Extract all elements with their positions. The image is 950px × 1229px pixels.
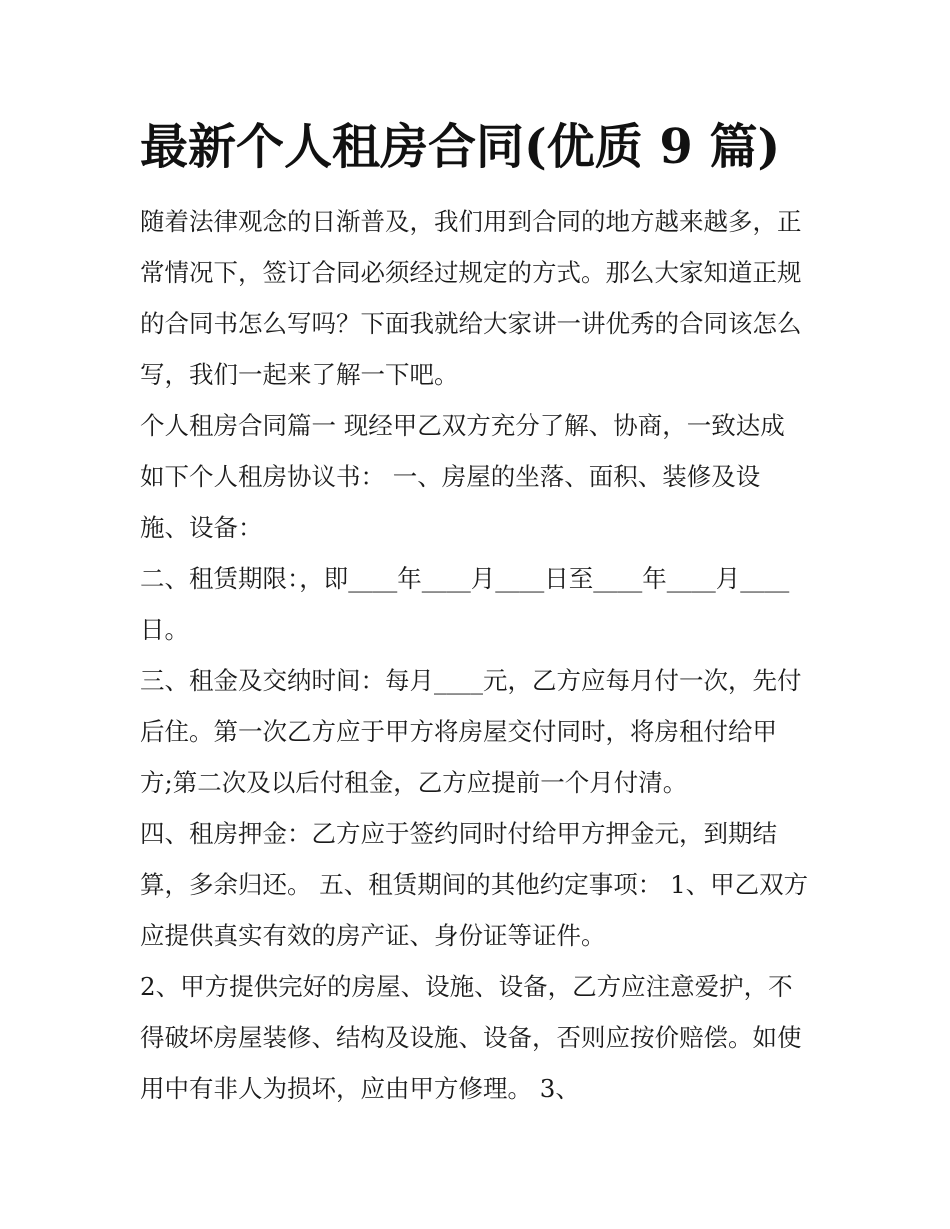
paragraph-contract-opening	[140, 400, 812, 553]
paragraph-line: 四、租房押金：乙方应于签约同时付给甲方押金元，到期结	[140, 819, 777, 848]
paragraph-line: 用中有非人为损坏，应由甲方修理。 3、	[140, 1074, 580, 1103]
paragraph-line: 二、租赁期限：，即____年____月____日至____年____月____	[140, 564, 790, 593]
paragraph-line: 施、设备：	[140, 513, 263, 542]
paragraph-line: 三、租金及交纳时间：每月____元，乙方应每月付一次，先付	[140, 666, 802, 695]
paragraph-line: 写，我们一起来了解一下吧。	[140, 360, 459, 389]
paragraph-line: 个人租房合同篇一 现经甲乙双方充分了解、协商，一致达成	[140, 411, 785, 440]
paragraph-line: 的合同书怎么写吗？下面我就给大家讲一讲优秀的合同该怎么	[140, 309, 802, 338]
paragraph-line: 算，多余归还。 五、租赁期间的其他约定事项： 1、甲乙双方	[140, 870, 809, 899]
paragraph-line: 应提供真实有效的房产证、身份证等证件。	[140, 921, 606, 950]
paragraph-line: 2、甲方提供完好的房屋、设施、设备，乙方应注意爱护，不	[140, 972, 793, 1001]
paragraph-line: 得破坏房屋装修、结构及设施、设备，否则应按价赔偿。如使	[140, 1023, 802, 1052]
paragraph-maintenance	[140, 961, 812, 1114]
paragraph-rent-payment	[140, 655, 812, 808]
paragraph-line: 常情况下，签订合同必须经过规定的方式。那么大家知道正规	[140, 258, 802, 287]
paragraph-line: 方;第二次及以后付租金，乙方应提前一个月付清。	[140, 768, 688, 797]
paragraph-lease-term	[140, 553, 812, 655]
paragraph-line: 后住。第一次乙方应于甲方将房屋交付同时，将房租付给甲	[140, 717, 777, 746]
paragraph-line: 如下个人租房协议书： 一、房屋的坐落、面积、装修及设	[140, 462, 761, 491]
document-body	[140, 196, 812, 1114]
paragraph-line: 日。	[140, 615, 189, 644]
paragraph-line: 随着法律观念的日渐普及，我们用到合同的地方越来越多，正	[140, 207, 802, 236]
paragraph-deposit	[140, 808, 812, 961]
paragraph-intro	[140, 196, 812, 400]
document-title: 最新个人租房合同(优质 9 篇)	[140, 119, 781, 175]
